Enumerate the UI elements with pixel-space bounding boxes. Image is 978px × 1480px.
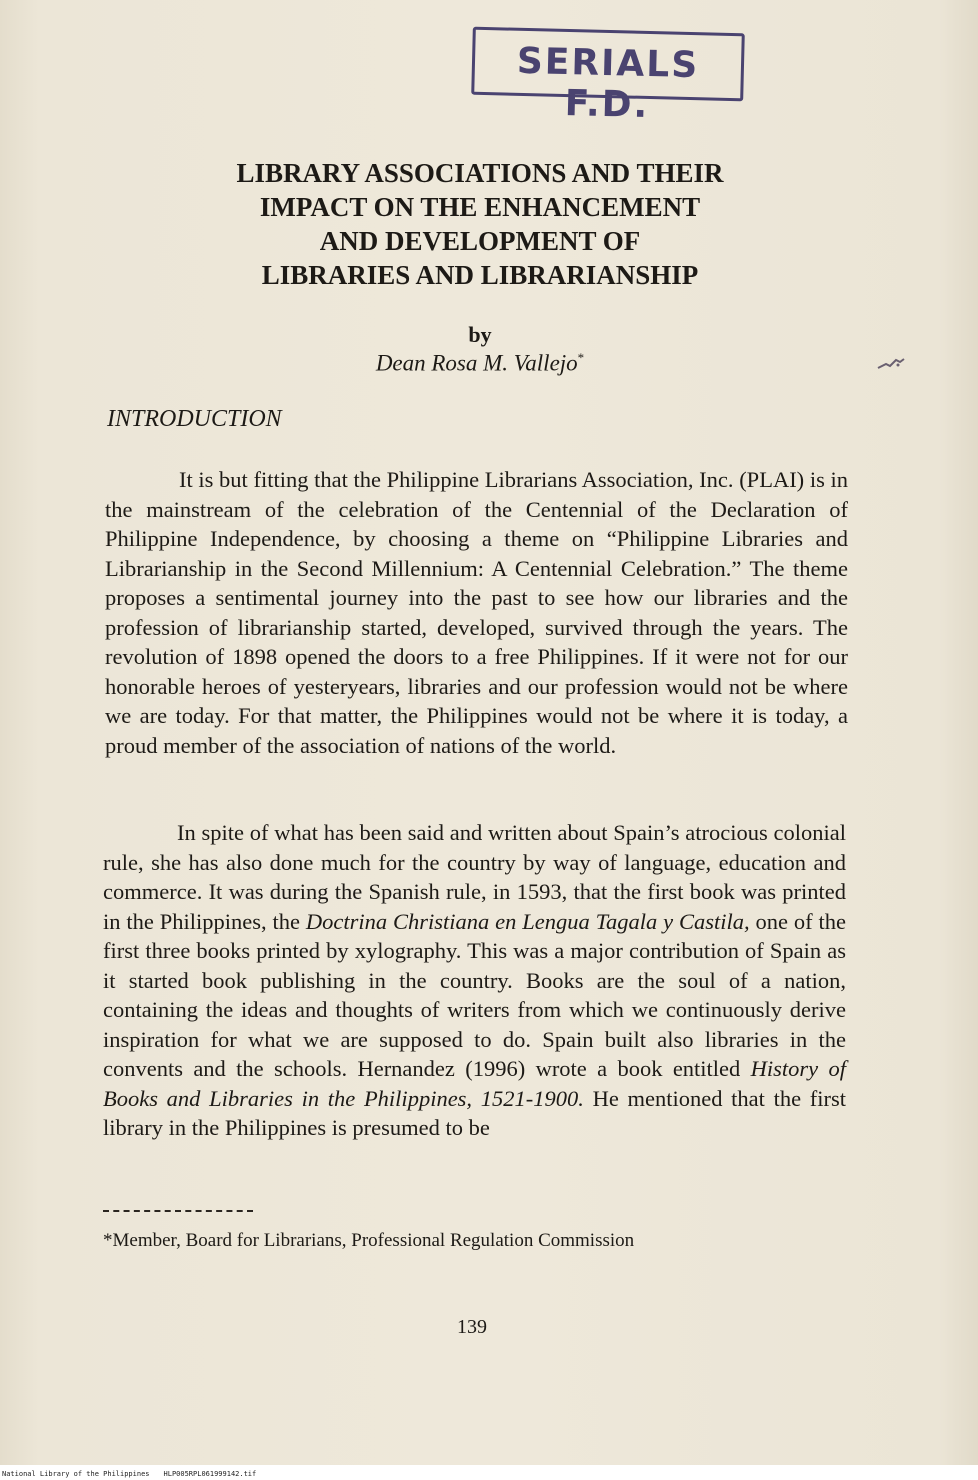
scan-caption <box>2 1470 270 1478</box>
book-title-italic: Doctrina Christiana en Lengua Tagala y Castila, <box>305 908 750 934</box>
book-title-italic: History of Books and Libraries in the Philippines, 1521-1900. <box>103 1056 846 1111</box>
author-name <box>300 350 660 377</box>
paragraph-text: He mentioned that the first library in the Philippines is presumed to be <box>103 1085 847 1140</box>
footnote: *Member, Board for Librarians, Professional Regulation Commission <box>103 1230 635 1251</box>
byline-by: by <box>468 322 492 347</box>
title-line: AND DEVELOPMENT OF <box>319 226 641 256</box>
serials-stamp <box>471 27 745 127</box>
paragraph-text: In spite of what has been said and written about Spain’s atrocious colonial rule, she has also done much for the country by way of language, education and commerce. It was during the Spanish rule, in 1593, that the first book was printed in the Philippines, the <box>103 820 846 934</box>
body-paragraph <box>103 818 846 1143</box>
scan-file: HLP005RPL061999142.tif <box>163 1470 257 1478</box>
footnote-rule <box>103 1210 253 1212</box>
article-title <box>150 156 810 292</box>
title-line: IMPACT ON THE ENHANCEMENT <box>259 192 701 222</box>
body-paragraph: It is but fitting that the Philippine Librarians Association, Inc. (PLAI) is in the mainstream of the celebration of the Centennial of the Declaration of Philippine Independence, by choosing a theme on “Philippine Libraries and Librarianship in the Second Millennium: A Centennial Celebration.” The theme proposes a sentimental journey into the past to see how our libraries and the profession of librarianship started, developed, survived through the years. The revolution of 1898 opened the doors to a free Philippines. If it were not for our honorable heroes of yesteryears, libraries and our profession would not be where we are today. For that matter, the Philippines would not be where it is today, a proud member of the association of nations of the world. <box>105 467 848 758</box>
scan-source: National Library of the Philippines <box>2 1470 150 1478</box>
title-line: LIBRARIES AND LIBRARIANSHIP <box>261 260 699 290</box>
paragraph-text: one of the first three books printed by xylography. This was a major contribution of Spain as it started book publishing in the country. Books are the soul of a nation, containing the ideas and thoughts of writers from which we continuously derive inspiration for what we are supposed to do. Spain built also libraries in the convents and the schools. Hernandez (1996) wrote a book entitled <box>103 908 846 1081</box>
author-name-text: Dean Rosa M. Vallejo <box>375 350 578 376</box>
section-heading: INTRODUCTION <box>107 406 282 432</box>
author-footnote-mark: * <box>577 350 585 365</box>
stamp-text: SERIALS F.D. <box>516 40 700 127</box>
title-line: LIBRARY ASSOCIATIONS AND THEIR <box>236 158 724 188</box>
ink-speck-mark <box>876 356 906 374</box>
page-number: 139 <box>457 1316 487 1338</box>
